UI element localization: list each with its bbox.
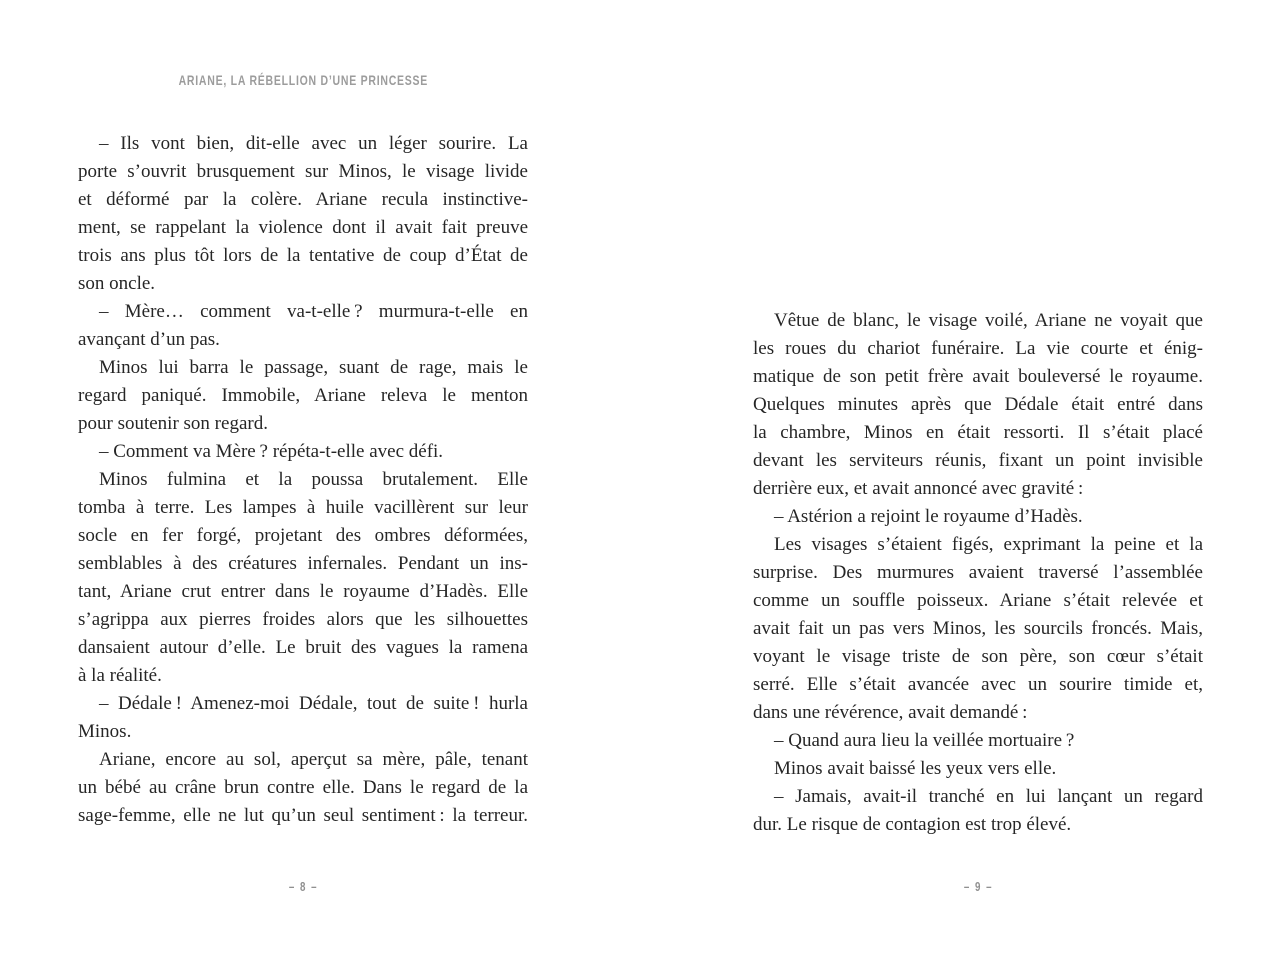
text-line: serré. Elle s’était avancée avec un sourire timide et,: [753, 674, 1203, 695]
text-line: Ariane, encore au sol, aperçut sa mère, pâle, tenant: [99, 749, 528, 770]
text-line: pour soutenir son regard.: [78, 413, 268, 434]
text-line: regard paniqué. Immobile, Ariane releva le menton: [78, 385, 528, 406]
text-line: et déformé par la colère. Ariane recula instinctive-: [78, 189, 528, 210]
text-line: Minos avait baissé les yeux vers elle.: [774, 758, 1057, 779]
text-line: tomba à terre. Les lampes à huile vacillèrent sur leur: [78, 497, 528, 518]
text-line: avait fait un pas vers Minos, les sourcils froncés. Mais,: [753, 618, 1203, 639]
text-line: à la réalité.: [78, 665, 162, 686]
text-line: ment, se rappelant la violence dont il avait fait preuve: [78, 217, 528, 238]
text-line: Les visages s’étaient figés, exprimant la peine et la: [774, 534, 1203, 555]
text-line: – Ils vont bien, dit-elle avec un léger sourire. La: [99, 133, 528, 154]
text-line: matique de son petit frère avait bouleversé le royaume.: [753, 366, 1203, 387]
text-line: devant les serviteurs réunis, fixant un point invisible: [753, 450, 1203, 471]
running-header: [78, 70, 528, 90]
text-line: socle en fer forgé, projetant des ombres déformées,: [78, 525, 528, 546]
running-header-text: ARIANE, LA RÉBELLION D’UNE PRINCESSE: [178, 72, 428, 88]
text-line: s’agrippa aux pierres froides alors que les silhouettes: [78, 609, 528, 630]
text-line: porte s’ouvrit brusquement sur Minos, le visage livide: [78, 161, 528, 182]
right-page-number: [753, 877, 1203, 897]
text-line: Minos fulmina et la poussa brutalement. Elle: [99, 469, 528, 490]
text-line: Minos.: [78, 721, 132, 742]
text-line: Quelques minutes après que Dédale était entré dans: [753, 394, 1203, 415]
text-line: – Comment va Mère ? répéta-t-elle avec défi.: [99, 441, 444, 462]
text-line: son oncle.: [78, 273, 156, 294]
text-line: – Quand aura lieu la veillée mortuaire ?: [774, 730, 1075, 751]
text-line: derrière eux, et avait annoncé avec gravité :: [753, 478, 1084, 499]
text-line: – Dédale ! Amenez-moi Dédale, tout de suite ! hurla: [99, 693, 528, 714]
text-line: un bébé au crâne brun contre elle. Dans le regard de la: [78, 777, 528, 798]
text-line: – Astérion a rejoint le royaume d’Hadès.: [774, 506, 1083, 527]
right-page-number-text: – 9 –: [963, 879, 993, 894]
text-line: Vêtue de blanc, le visage voilé, Ariane ne voyait que: [774, 310, 1203, 331]
text-line: trois ans plus tôt lors de la tentative de coup d’État de: [78, 245, 528, 266]
left-page-number-text: – 8 –: [288, 879, 318, 894]
text-line: tant, Ariane crut entrer dans le royaume d’Hadès. Elle: [78, 581, 528, 602]
text-line: surprise. Des murmures avaient traversé l’assemblée: [753, 562, 1203, 583]
text-line: comme un souffle poisseux. Ariane s’était relevée et: [753, 590, 1203, 611]
text-line: – Mère… comment va-t-elle ? murmura-t-elle en: [99, 301, 528, 322]
text-line: la chambre, Minos en était ressorti. Il s’était placé: [753, 422, 1203, 443]
left-page-body: [78, 130, 528, 830]
text-line: avançant d’un pas.: [78, 329, 220, 350]
right-page-body: [753, 307, 1203, 839]
text-line: sage-femme, elle ne lut qu’un seul sentiment : la terreur.: [78, 805, 528, 826]
text-line: semblables à des créatures infernales. Pendant un ins-: [78, 553, 528, 574]
text-line: dans une révérence, avait demandé :: [753, 702, 1028, 723]
text-line: dur. Le risque de contagion est trop élevé.: [753, 814, 1072, 835]
text-line: les roues du chariot funéraire. La vie courte et énig-: [753, 338, 1203, 359]
text-line: – Jamais, avait-il tranché en lui lançant un regard: [774, 786, 1203, 807]
text-line: Minos lui barra le passage, suant de rage, mais le: [99, 357, 528, 378]
text-line: voyant le visage triste de son père, son cœur s’était: [753, 646, 1203, 667]
left-page-number: [78, 877, 528, 897]
text-line: dansaient autour d’elle. Le bruit des vagues la ramena: [78, 637, 528, 658]
